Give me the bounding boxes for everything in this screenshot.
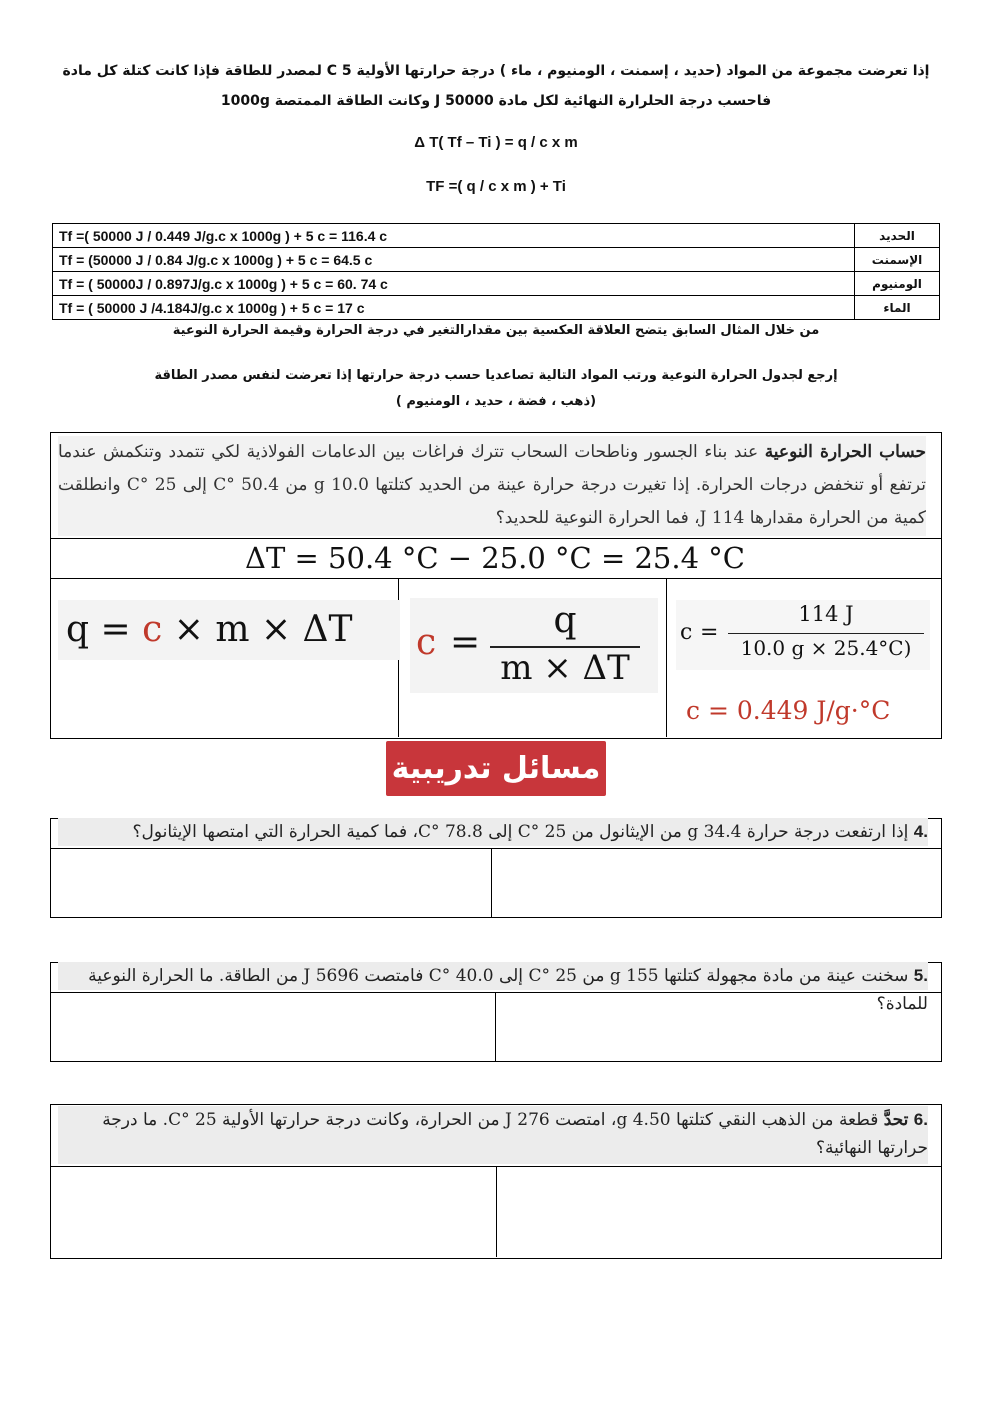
- problem-6-question: .6 تحدَّ قطعة من الذهب النقي كتلتها 4.50 g، امتصت 276 J من الحرارة، وكانت درجة حرارتها الأولية 25 °C. ما درجة حرارتها النهائية؟: [58, 1106, 928, 1164]
- example-question: [58, 436, 926, 536]
- example-keyword: حساب الحرارة النوعية: [764, 442, 926, 462]
- delta-t-equation: ΔT = 50.4 °C − 25.0 °C = 25.4 °C: [245, 541, 745, 575]
- specific-heat-result: c = 0.449 J/g·°C: [686, 696, 891, 725]
- specific-heat-formula: c = q m × ΔT: [410, 598, 658, 693]
- table-row: [53, 272, 940, 296]
- table-row: [53, 248, 940, 272]
- calc-cell: Tf = ( 50000 J /4.184J/g.c x 1000g ) + 5 c = 17 c: [53, 296, 855, 320]
- material-name: الإسمنت: [855, 248, 940, 272]
- practice-problems-banner: مسائل تدريبية: [386, 741, 606, 796]
- intro-line-2: 1000g وكانت الطاقة الممتصة J 50000 فاحسب درجة الحلرارة النهائية لكل مادة: [220, 93, 772, 109]
- problem-5-answer-right[interactable]: [496, 993, 940, 1060]
- problem-6-answer-left[interactable]: [51, 1167, 496, 1256]
- material-name: الحديد: [855, 224, 940, 248]
- problem-6-answer-right[interactable]: [497, 1167, 940, 1256]
- material-name: الومنيوم: [855, 272, 940, 296]
- specific-heat-substitution: c = 114 J 10.0 g × 25.4°C): [676, 600, 930, 670]
- task-line-1: إرجع لجدول الحرارة النوعية ورتب المواد التالية تصاعديا حسب درجة حرارتها إذا تعرضت لنفس مصدر الطاقة: [154, 368, 838, 383]
- problem-4-question: .4 إذا ارتفعت درجة حرارة 34.4 g من الإيثانول من 25 °C إلى 78.8 °C، فما كمية الحرارة التي امتصها الإيثانول؟: [58, 818, 928, 846]
- calc-cell: Tf =( 50000 J / 0.449 J/g.c x 1000g ) + 5 c = 116.4 c: [53, 224, 855, 248]
- example-text: عند بناء الجسور وناطحات السحاب تترك فراغات بين الدعامات الفولاذية لكي تتمدد وتنكمش عندما ترتفع أو تنخفض درجات الحرارة. إذا تغيرت درجة حرارة عينة من الحديد كتلتها 10.0 g من 50.4 °C إلى 25 °C وانطلقت كمية من الحرارة مقدارها 114 J، فما الحرارة النوعية للحديد؟: [58, 442, 927, 528]
- problem-5-answer-left[interactable]: [51, 993, 495, 1060]
- table-row: [53, 224, 940, 248]
- problem-4-answer-right[interactable]: [492, 849, 940, 916]
- intro-line-1: إذا تعرضت مجموعة من المواد (حديد ، إسمنت ، الومنيوم ، ماء ) درجة حرارتها الأولية 5 C لمصدر للطاقة فإذا كانت كتلة كل مادة: [62, 63, 930, 79]
- heat-equation: q = c × m × ΔT: [58, 600, 400, 660]
- relation-note: من خلال المثال السابق يتضح العلاقة العكسية بين مقدارالتغير في درجة الحرارة وقيمة الحرارة النوعية: [172, 323, 820, 338]
- material-name: الماء: [855, 296, 940, 320]
- formula-tf: TF =( q / c x m ) + Ti: [426, 178, 566, 195]
- problem-4-answer-left[interactable]: [51, 849, 491, 916]
- calc-table: [52, 223, 940, 320]
- table-row: [53, 296, 940, 320]
- calc-cell: Tf = ( 50000J / 0.897J/g.c x 1000g ) + 5 c = 60. 74 c: [53, 272, 855, 296]
- problem-5-question: .5 سخنت عينة من مادة مجهولة كتلتها 155 g من 25 °C إلى 40.0 °C فامتصت 5696 J من الطاقة. ما الحرارة النوعية للمادة؟: [58, 962, 928, 990]
- task-line-2: (ذهب ، فضة ، حديد ، الومنيوم ): [395, 394, 597, 409]
- formula-delta-t: Δ T( Tf – Ti ) = q / c x m: [414, 134, 578, 151]
- calc-cell: Tf = (50000 J / 0.84 J/g.c x 1000g ) + 5 c = 64.5 c: [53, 248, 855, 272]
